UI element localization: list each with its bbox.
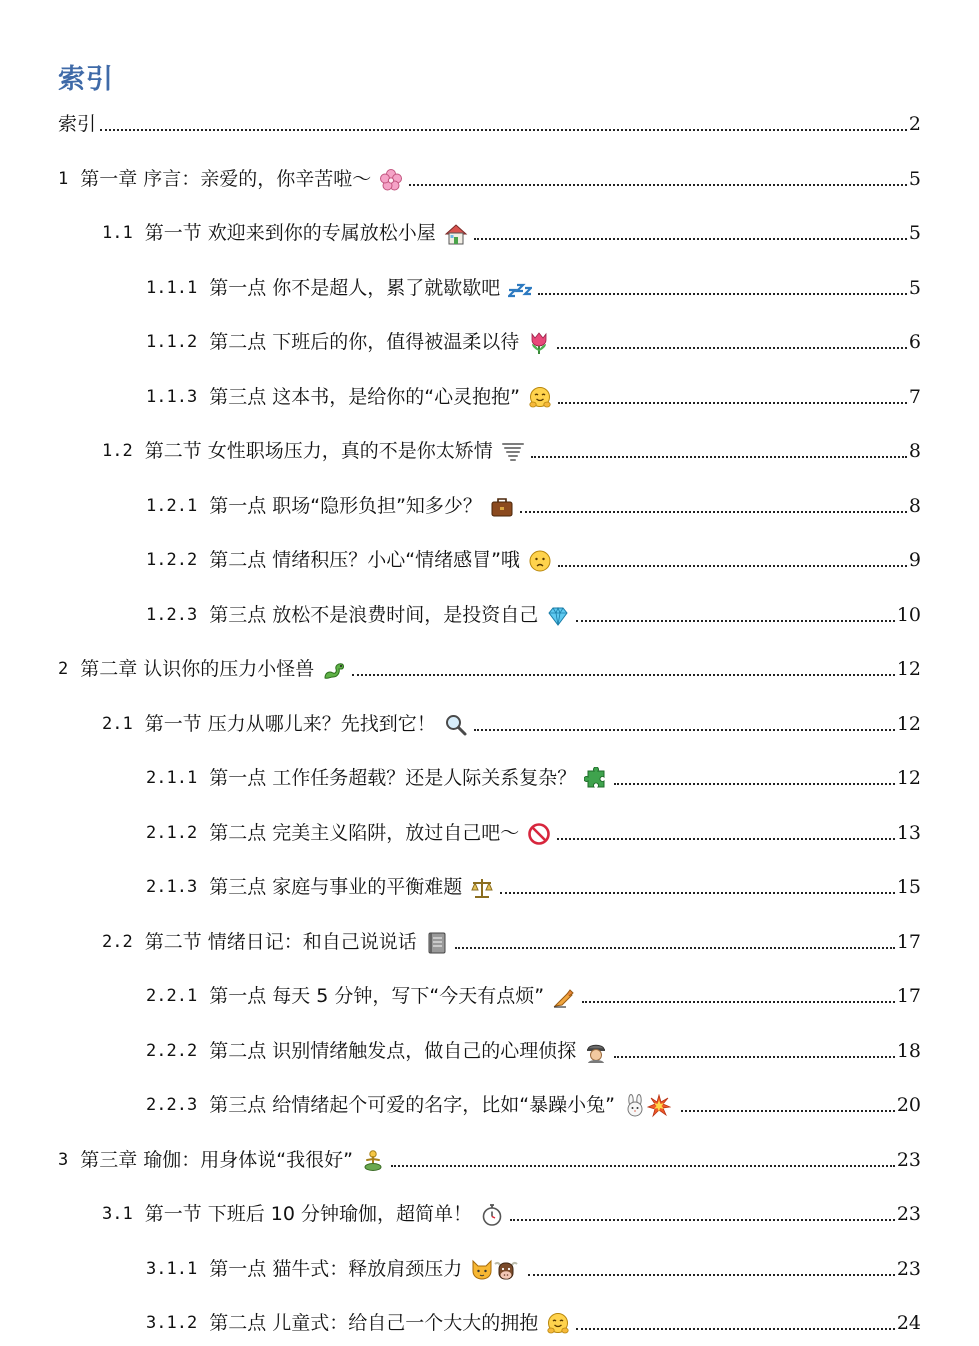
toc-page-number: 12 <box>896 712 921 735</box>
toc-dot-leader <box>391 1165 895 1167</box>
toc-entry-title: 索引 <box>58 113 97 135</box>
toc-entry-number: 2.2.2 <box>146 1040 198 1061</box>
zzz-icon <box>508 277 532 301</box>
toc-entry-title: 第三点 家庭与事业的平衡难题 <box>209 876 463 898</box>
detective-icon <box>584 1040 608 1064</box>
toc-dot-leader <box>576 1328 895 1330</box>
toc-entry[interactable] <box>146 1305 921 1335</box>
toc-dot-leader <box>474 729 895 731</box>
toc-entry-number: 1.1.3 <box>146 386 198 407</box>
rabbit-collision-icon <box>623 1094 675 1118</box>
toc-page-number: 7 <box>908 385 921 408</box>
puzzle-icon <box>584 767 608 791</box>
toc-entry[interactable] <box>58 1142 921 1172</box>
hugging-face-icon <box>528 386 552 410</box>
toc-dot-leader <box>538 293 907 295</box>
toc-entry-number: 1.1 <box>102 223 133 243</box>
toc-entry[interactable] <box>58 651 921 681</box>
gem-icon <box>546 604 570 628</box>
toc-page-number: 23 <box>896 1203 921 1225</box>
prohibited-icon <box>527 822 551 846</box>
toc-entry-title: 第一点 你不是超人，累了就歇歇吧 <box>209 276 501 299</box>
toc-entry-title: 第二点 识别情绪触发点，做自己的心理侦探 <box>209 1039 577 1062</box>
toc-page-number: 24 <box>896 1312 921 1334</box>
stopwatch-icon <box>480 1203 504 1227</box>
toc-entry[interactable] <box>58 161 921 191</box>
toc-entry-number: 2.1.3 <box>146 877 198 897</box>
toc-entry-number: 1.2 <box>102 441 133 461</box>
toc-entry-number: 2 <box>58 659 69 679</box>
toc-page-number: 20 <box>896 1094 921 1116</box>
toc-entry-title: 第二点 下班后的你，值得被温柔以待 <box>209 331 520 353</box>
toc-dot-leader <box>352 674 895 676</box>
toc-entry-title: 第二节 女性职场压力，真的不是你太矫情 <box>144 440 493 462</box>
toc-entry[interactable] <box>146 379 921 409</box>
toc-page-number: 15 <box>896 876 921 898</box>
toc-entry-number: 3.1.1 <box>146 1258 198 1279</box>
toc-entry-number: 2.2.3 <box>146 1095 198 1115</box>
toc-entry-title: 第二点 完美主义陷阱，放过自己吧～ <box>209 821 520 844</box>
writing-hand-icon <box>552 985 576 1009</box>
toc-entry[interactable] <box>102 1196 921 1226</box>
toc-page-number: 6 <box>908 331 921 353</box>
toc-page-number: 17 <box>896 985 921 1007</box>
toc-entry-title: 第一点 猫牛式：释放肩颈压力 <box>209 1257 463 1280</box>
toc-entry-number: 3.1.2 <box>146 1313 198 1333</box>
toc-entry[interactable] <box>146 1087 921 1117</box>
toc-entry[interactable] <box>146 1033 921 1063</box>
toc-entry-title: 第一节 欢迎来到你的专属放松小屋 <box>144 222 436 244</box>
toc-entry-number: 2.1.2 <box>146 822 198 843</box>
toc-dot-leader <box>500 892 895 894</box>
toc-entry[interactable] <box>146 270 921 300</box>
toc-entry-title: 第二点 情绪积压？小心“情绪感冒”哦 <box>209 549 520 571</box>
toc-page-number: 10 <box>896 603 921 626</box>
toc-entry-number: 3.1 <box>102 1204 133 1224</box>
toc-entry[interactable] <box>146 488 921 518</box>
toc-heading: 索引 <box>58 64 114 95</box>
toc-entry-title: 第一点 工作任务超载？还是人际关系复杂？ <box>209 767 577 789</box>
toc-entry-title: 第二节 情绪日记：和自己说说话 <box>144 930 417 953</box>
toc-entry[interactable] <box>146 978 921 1008</box>
toc-entry-number: 1.2.2 <box>146 550 198 570</box>
toc-entry-title: 第一点 每天 5 分钟，写下“今天有点烦” <box>209 985 545 1007</box>
toc-page-number: 5 <box>908 276 921 299</box>
cherry-blossom-icon <box>379 168 403 192</box>
toc-dot-leader <box>455 947 895 949</box>
toc-entry-title: 第三点 给情绪起个可爱的名字，比如“暴躁小兔” <box>209 1094 615 1116</box>
toc-page-number: 5 <box>908 167 921 190</box>
toc-entry[interactable] <box>58 106 921 136</box>
toc-entry-number: 2.1.1 <box>146 768 198 788</box>
cat-cow-icon <box>470 1258 522 1282</box>
toc-page-number: 23 <box>896 1257 921 1280</box>
toc-entry-number: 1.2.1 <box>146 495 198 516</box>
toc-page-number: 18 <box>896 1039 921 1062</box>
toc-entry[interactable] <box>146 597 921 627</box>
toc-dot-leader <box>528 1274 895 1276</box>
toc-dot-leader <box>100 129 907 131</box>
toc-dot-leader <box>557 838 895 840</box>
yoga-person-icon <box>361 1149 385 1173</box>
dragon-icon <box>322 658 346 682</box>
toc-entry[interactable] <box>102 924 921 954</box>
toc-entry-title: 第一章 序言：亲爱的，你辛苦啦～ <box>80 167 372 190</box>
tulip-icon <box>527 331 551 355</box>
toc-entry-title: 第三点 放松不是浪费时间，是投资自己 <box>209 603 539 626</box>
toc-dot-leader <box>557 347 907 349</box>
toc-entry[interactable] <box>146 324 921 354</box>
toc-page-number: 12 <box>896 658 921 680</box>
toc-entry[interactable] <box>146 542 921 572</box>
notebook-icon <box>425 931 449 955</box>
toc-entry[interactable] <box>146 1251 921 1281</box>
worried-face-icon <box>528 549 552 573</box>
toc-page-number: 5 <box>908 222 921 244</box>
toc-entry-title: 第三章 瑜伽：用身体说“我很好” <box>80 1148 353 1171</box>
balance-scale-icon <box>470 876 494 900</box>
toc-entry[interactable] <box>102 433 921 463</box>
toc-dot-leader <box>582 1001 895 1003</box>
toc-page-number: 23 <box>896 1148 921 1171</box>
toc-entry-title: 第一节 压力从哪儿来？先找到它！ <box>144 712 436 735</box>
hugging-face-icon <box>546 1312 570 1336</box>
toc-entry[interactable] <box>102 215 921 245</box>
toc-dot-leader <box>474 238 907 240</box>
briefcase-icon <box>490 495 514 519</box>
toc-entry-title: 第二章 认识你的压力小怪兽 <box>80 658 315 680</box>
toc-entry-number: 3 <box>58 1149 69 1170</box>
toc-dot-leader <box>409 184 907 186</box>
toc-page-number: 9 <box>908 549 921 571</box>
toc-dot-leader <box>510 1219 895 1221</box>
toc-entry[interactable] <box>102 706 921 736</box>
toc-dot-leader <box>614 783 895 785</box>
toc-entry-title: 第一节 下班后 10 分钟瑜伽，超简单！ <box>144 1203 473 1225</box>
magnifier-icon <box>444 713 468 737</box>
toc-page-number: 8 <box>908 494 921 517</box>
toc-dot-leader <box>520 511 907 513</box>
toc-dot-leader <box>558 402 907 404</box>
toc-page-number: 8 <box>908 440 921 462</box>
toc-dot-leader <box>558 565 907 567</box>
toc-entry-title: 第二点 儿童式：给自己一个大大的拥抱 <box>209 1312 539 1334</box>
toc-page-number: 17 <box>896 930 921 953</box>
toc-entry-number: 2.2 <box>102 931 133 952</box>
toc-entry-title: 第三点 这本书，是给你的“心灵抱抱” <box>209 385 520 408</box>
toc-entry-number: 2.1 <box>102 713 133 734</box>
toc-dot-leader <box>681 1110 895 1112</box>
toc-page-number: 2 <box>908 113 921 135</box>
toc-entry[interactable] <box>146 815 921 845</box>
toc-entry[interactable] <box>146 760 921 790</box>
toc-dot-leader <box>576 620 895 622</box>
toc-dot-leader <box>531 456 907 458</box>
toc-entry[interactable] <box>146 869 921 899</box>
toc-entry-number: 1 <box>58 168 69 189</box>
toc-dot-leader <box>614 1056 895 1058</box>
toc-page-number: 12 <box>896 767 921 789</box>
toc-entry-number: 2.2.1 <box>146 986 198 1006</box>
toc-page-number: 13 <box>896 821 921 844</box>
house-icon <box>444 222 468 246</box>
tornado-icon <box>501 440 525 464</box>
toc-entry-title: 第一点 职场“隐形负担”知多少？ <box>209 494 482 517</box>
toc-entry-number: 1.2.3 <box>146 604 198 625</box>
toc-entry-number: 1.1.1 <box>146 277 198 298</box>
toc-entry-number: 1.1.2 <box>146 332 198 352</box>
